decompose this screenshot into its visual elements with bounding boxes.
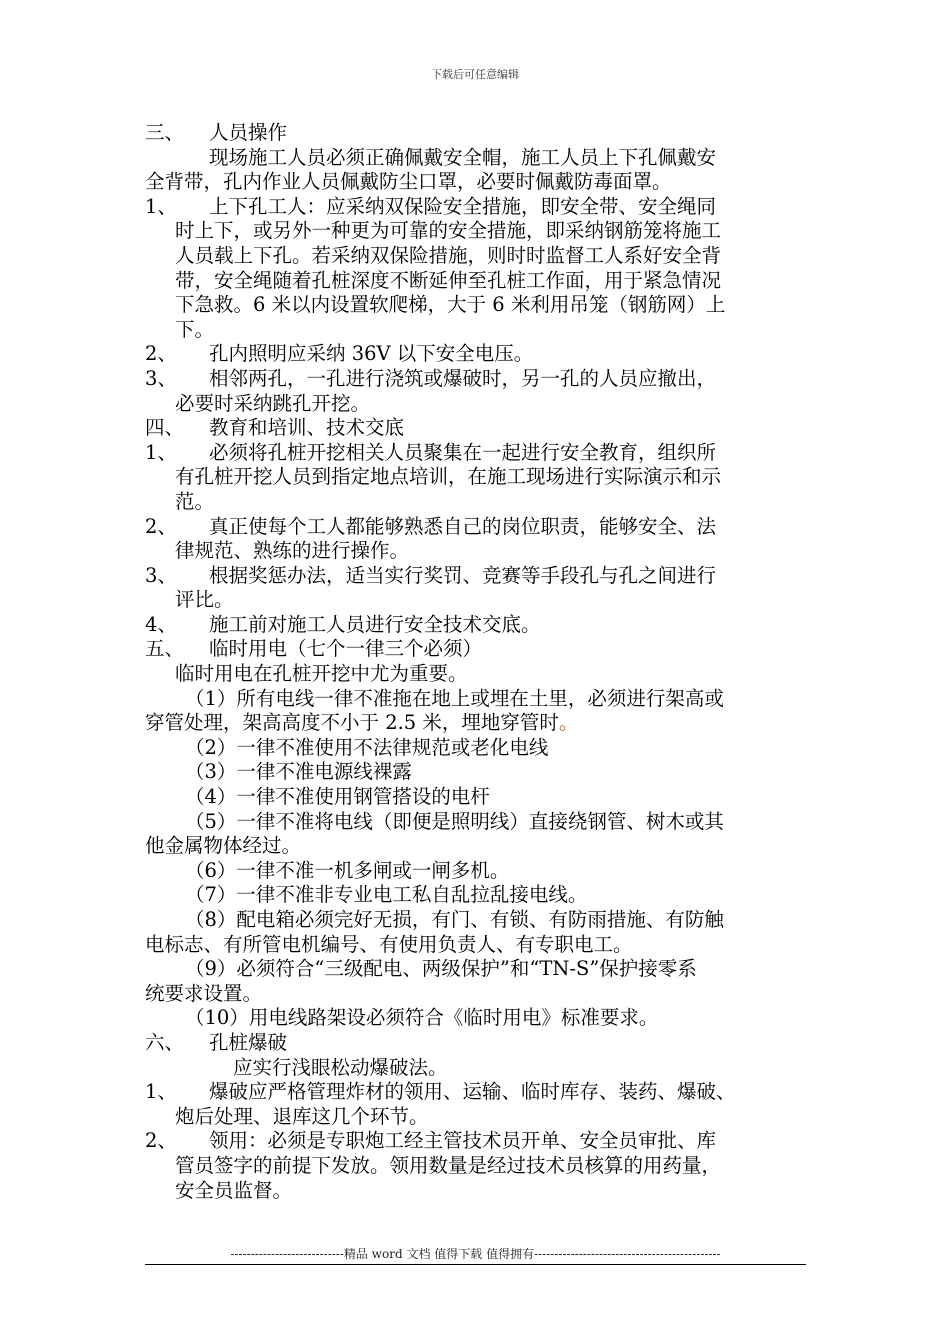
paragraph-line — [145, 392, 810, 417]
section-heading — [145, 1031, 810, 1056]
paragraph-line — [145, 293, 810, 318]
numbered-item — [145, 441, 810, 466]
line-text: 他金属物体经过。 — [145, 834, 302, 858]
paragraph-line — [145, 244, 810, 269]
item-number: 五、 — [145, 637, 185, 661]
paragraph-line — [145, 859, 810, 884]
line-text: 人员操作 — [209, 121, 288, 144]
section-heading — [145, 637, 810, 662]
paragraph-line — [145, 736, 810, 761]
document-body — [145, 121, 810, 1203]
line-text: 真正使每个工人都能够熟悉自己的岗位职责，能够安全、法 — [209, 514, 717, 538]
item-number: 3、 — [145, 366, 177, 390]
numbered-item — [145, 342, 810, 367]
item-number: 2、 — [145, 514, 177, 538]
numbered-item — [145, 564, 810, 589]
item-number: 3、 — [145, 563, 177, 587]
line-text: （7）一律不准非专业电工私自乱拉乱接电线。 — [185, 883, 588, 907]
numbered-item — [145, 613, 810, 638]
page-header: 下载后可任意编辑 — [431, 68, 519, 81]
paragraph-line — [145, 711, 810, 736]
line-text: 炮后处理、退库这几个环节。 — [175, 1104, 429, 1128]
paragraph-line — [145, 1056, 810, 1081]
line-text: 电标志、有所管电机编号、有使用负责人、有专职电工。 — [145, 932, 633, 956]
paragraph-line — [145, 908, 810, 933]
line-text: （1）所有电线一律不准拖在地上或埋在土里，必须进行架高或 — [185, 686, 724, 710]
line-text: 施工前对施工人员进行安全技术交底。 — [209, 612, 541, 636]
line-text: （10）用电线路架设必须符合《临时用电》标准要求。 — [185, 1006, 659, 1030]
line-text: 有孔桩开挖人员到指定地点培训，在施工现场进行实际演示和示 — [175, 465, 722, 489]
line-text: 管员签字的前提下发放。领用数量是经过技术员核算的用药量， — [175, 1153, 722, 1177]
item-number: 4、 — [145, 612, 177, 636]
line-text: 律规范、熟练的进行操作。 — [175, 539, 410, 563]
line-text: 下急救。6 米以内设置软爬梯，大于 6 米利用吊笼（钢筋网）上 — [175, 293, 726, 317]
paragraph-line — [145, 465, 810, 490]
paragraph-line — [145, 318, 810, 343]
line-text: 孔桩爆破 — [209, 1030, 288, 1054]
paragraph-line — [145, 588, 810, 613]
item-number: 六、 — [145, 1030, 185, 1054]
line-text: 带，安全绳随着孔桩深度不断延伸至孔桩工作面，用于紧急情况 — [175, 268, 722, 292]
paragraph-line — [145, 785, 810, 810]
paragraph-line — [145, 1154, 810, 1179]
line-text: 爆破应严格管理炸材的领用、运输、临时库存、装药、爆破、 — [209, 1080, 736, 1104]
numbered-item — [145, 515, 810, 540]
highlight-mark: 。 — [558, 711, 579, 735]
line-text: 临时用电（七个一律三个必须） — [209, 637, 483, 661]
item-number: 1、 — [145, 1080, 177, 1104]
section-heading — [145, 121, 810, 146]
paragraph-line — [145, 982, 810, 1007]
line-text: 应实行浅眼松动爆破法。 — [233, 1055, 448, 1079]
footer-rule — [145, 1264, 806, 1265]
line-text: （4）一律不准使用钢管搭设的电杆 — [185, 785, 490, 809]
item-number: 四、 — [145, 416, 185, 440]
line-text: 临时用电在孔桩开挖中尤为重要。 — [175, 662, 468, 686]
line-text: 必要时采纳跳孔开挖。 — [175, 391, 371, 415]
item-number: 1、 — [145, 440, 177, 464]
line-text: 穿管处理，架高高度不小于 2.5 米，埋地穿管时 — [145, 711, 559, 735]
line-text: 相邻两孔，一孔进行浇筑或爆破时，另一孔的人员应撤出， — [209, 366, 717, 390]
line-text: 根据奖惩办法，适当实行奖罚、竞赛等手段孔与孔之间进行 — [209, 563, 717, 587]
paragraph-line — [145, 1105, 810, 1130]
line-text: （5）一律不准将电线（即便是照明线）直接绕钢管、树木或其 — [185, 809, 724, 833]
paragraph-line — [145, 883, 810, 908]
numbered-item — [145, 195, 810, 220]
paragraph-line — [145, 1179, 810, 1204]
paragraph-line — [145, 957, 810, 982]
paragraph-line — [145, 933, 810, 958]
line-text: （9）必须符合“三级配电、两级保护”和“TN-S”保护接零系 — [185, 957, 697, 981]
line-text: 现场施工人员必须正确佩戴安全帽，施工人员上下孔佩戴安 — [209, 145, 717, 169]
paragraph-line — [145, 539, 810, 564]
line-text: （6）一律不准一机多闸或一闸多机。 — [185, 858, 510, 882]
line-text: 全背带，孔内作业人员佩戴防尘口罩，必要时佩戴防毒面罩。 — [145, 170, 672, 194]
paragraph-line — [145, 219, 810, 244]
paragraph-line — [145, 834, 810, 859]
paragraph-line — [145, 490, 810, 515]
line-text: 统要求设置。 — [145, 981, 263, 1005]
item-number: 1、 — [145, 194, 177, 218]
paragraph-line — [145, 687, 810, 712]
page-footer: ----------------------------精品 word 文档 值得下载 值得拥有---------------------------------------------- — [230, 1247, 721, 1261]
line-text: 安全员监督。 — [175, 1178, 293, 1202]
paragraph-line — [145, 146, 810, 171]
line-text: 下。 — [175, 317, 215, 341]
line-text: 必须将孔桩开挖相关人员聚集在一起进行安全教育，组织所 — [209, 440, 717, 464]
line-text: 评比。 — [175, 588, 234, 612]
paragraph-line — [145, 1006, 810, 1031]
line-text: 上下孔工人：应采纳双保险安全措施，即安全带、安全绳同 — [209, 194, 717, 218]
line-text: 人员载上下孔。若采纳双保险措施，则时时监督工人系好安全背 — [175, 243, 722, 267]
item-number: 2、 — [145, 1129, 177, 1153]
paragraph-line — [145, 269, 810, 294]
line-text: 教育和培训、技术交底 — [209, 416, 405, 440]
line-text: 范。 — [175, 489, 215, 513]
paragraph-line — [145, 170, 810, 195]
section-heading — [145, 416, 810, 441]
item-number: 2、 — [145, 342, 177, 366]
item-number: 三、 — [145, 121, 185, 144]
paragraph-line — [145, 810, 810, 835]
numbered-item — [145, 1129, 810, 1154]
numbered-item — [145, 1080, 810, 1105]
line-text: 领用：必须是专职炮工经主管技术员开单、安全员审批、库 — [209, 1129, 717, 1153]
line-text: （8）配电箱必须完好无损，有门、有锁、有防雨措施、有防触 — [185, 908, 724, 931]
paragraph-line — [145, 760, 810, 785]
line-text: （2）一律不准使用不法律规范或老化电线 — [185, 735, 549, 759]
line-text: 时上下，或另外一种更为可靠的安全措施，即采纳钢筋笼将施工 — [175, 219, 722, 243]
line-text: 孔内照明应采纳 36V 以下安全电压。 — [209, 342, 534, 366]
line-text: （3）一律不准电源线裸露 — [185, 760, 412, 784]
paragraph-line — [145, 662, 810, 687]
numbered-item — [145, 367, 810, 392]
